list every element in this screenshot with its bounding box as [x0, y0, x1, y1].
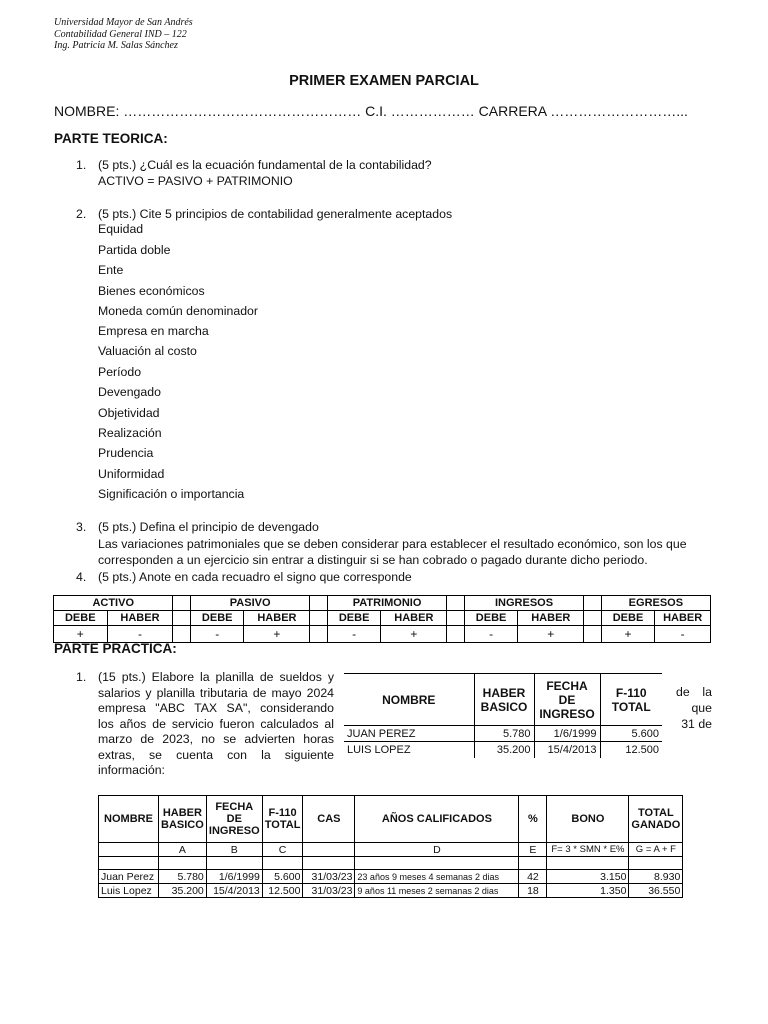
theory-heading: PARTE TEORICA:: [54, 131, 168, 146]
cell: 31/03/23: [303, 884, 355, 898]
principle-item: Partida doble: [98, 243, 171, 257]
table-row: [99, 870, 683, 884]
debe-header: DEBE: [464, 611, 518, 626]
sign-cell: +: [54, 626, 108, 643]
cell: [99, 843, 159, 857]
cell: [303, 843, 355, 857]
col-fecha-ingreso: FECHA DE INGRESO: [534, 674, 600, 726]
cell: Luis Lopez: [99, 884, 159, 898]
cell: 18: [519, 884, 547, 898]
practice-text-right-1: de la: [676, 685, 712, 699]
answer-line-2: corresponden a un ejercicio sin entrar a distinguir si se han cobrado o pagado durante dicho periodo.: [98, 553, 648, 567]
group-egresos: EGRESOS: [601, 596, 710, 611]
cell: 8.930: [629, 870, 683, 884]
haber-header: HABER: [244, 611, 310, 626]
table-header-row: [99, 796, 683, 843]
col-fecha-ingreso: FECHA DE INGRESO: [206, 796, 262, 843]
cell: Juan Perez: [99, 870, 159, 884]
col-percent: %: [519, 796, 547, 843]
cell: 5.780: [474, 726, 534, 742]
col-total-ganado: TOTAL GANADO: [629, 796, 683, 843]
question-number: 2.: [76, 207, 87, 221]
question-text: (5 pts.) Defina el principio de devengado: [98, 520, 319, 534]
cell: 5.780: [159, 870, 207, 884]
group-activo: ACTIVO: [54, 596, 173, 611]
sign-cell: -: [464, 626, 518, 643]
cell: 31/03/23: [303, 870, 355, 884]
question-number: 4.: [76, 570, 87, 584]
cell: D: [355, 843, 519, 857]
principle-item: Ente: [98, 263, 124, 277]
course-header: [54, 17, 193, 52]
cell: 12.500: [625, 743, 659, 756]
cell: 1.350: [547, 884, 629, 898]
cell: F= 3 * SMN * E%: [547, 843, 629, 857]
cell: 1/6/1999: [534, 726, 600, 742]
sign-cell: +: [601, 626, 655, 643]
sign-cell: -: [190, 626, 244, 643]
cell: G = A + F: [629, 843, 683, 857]
sign-cell: +: [381, 626, 447, 643]
col-cas: CAS: [303, 796, 355, 843]
exam-title: PRIMER EXAMEN PARCIAL: [289, 73, 479, 89]
cell: 5.600: [631, 727, 659, 740]
principle-item: Prudencia: [98, 446, 154, 460]
cell: 36.550: [629, 884, 683, 898]
cell: LUIS LOPEZ: [347, 743, 411, 756]
cell: 12.500: [262, 884, 303, 898]
debe-header: DEBE: [190, 611, 244, 626]
table-row: [99, 884, 683, 898]
cell: 9 años 11 meses 2 semanas 2 dias: [355, 884, 519, 898]
group-ingresos: INGRESOS: [464, 596, 583, 611]
col-f110-total: F-110 TOTAL: [262, 796, 303, 843]
question-text: (5 pts.) ¿Cuál es la ecuación fundamental de la contabilidad?: [98, 158, 432, 172]
col-nombre: NOMBRE: [99, 796, 159, 843]
signs-value-row: [54, 626, 711, 643]
principle-item: Devengado: [98, 385, 161, 399]
haber-header: HABER: [107, 611, 173, 626]
principle-item: Objetividad: [98, 406, 160, 420]
principle-item: Período: [98, 365, 142, 379]
sign-cell: -: [107, 626, 173, 643]
haber-header: HABER: [381, 611, 447, 626]
cell: C: [262, 843, 303, 857]
cell: JUAN PEREZ: [347, 727, 416, 740]
cell: 35.200: [159, 884, 207, 898]
haber-header: HABER: [518, 611, 584, 626]
question-text: (5 pts.) Cite 5 principios de contabilidad generalmente aceptados: [98, 207, 453, 221]
question-text: (5 pts.) Anote en cada recuadro el signo que corresponde: [98, 570, 412, 584]
practice-text-right-3: 31 de: [681, 717, 712, 731]
table-header-row: [344, 674, 662, 726]
col-bono: BONO: [547, 796, 629, 843]
cell: 5.600: [262, 870, 303, 884]
principle-item: Equidad: [98, 222, 144, 236]
course-name: Contabilidad General IND – 122: [54, 28, 187, 40]
cell: 15/4/2013: [206, 884, 262, 898]
table-row: [344, 726, 662, 742]
question-4: [76, 569, 716, 585]
cell: B: [206, 843, 262, 857]
col-nombre: NOMBRE: [344, 674, 474, 726]
group-pasivo: PASIVO: [190, 596, 309, 611]
professor-name: Ing. Patricia M. Salas Sánchez: [54, 40, 178, 51]
question-2: [76, 206, 716, 222]
cell: A: [159, 843, 207, 857]
principle-item: Bienes económicos: [98, 284, 205, 298]
practice-question-1: [76, 669, 336, 784]
payroll-table: [98, 795, 683, 898]
cell: E: [519, 843, 547, 857]
sign-cell: +: [244, 626, 310, 643]
principle-item: Significación o importancia: [98, 487, 245, 501]
spacer-row: [99, 857, 683, 870]
question-answer: ACTIVO = PASIVO + PATRIMONIO: [98, 174, 293, 188]
cell: 3.150: [547, 870, 629, 884]
debe-header: DEBE: [327, 611, 381, 626]
principle-item: Uniformidad: [98, 467, 165, 481]
practice-text-line: (15 pts.) Elabore la planilla de sueldos y: [98, 670, 334, 684]
question-number: 3.: [76, 520, 87, 534]
cell: 35.200: [474, 742, 534, 758]
principle-item: Moneda común denominador: [98, 304, 258, 318]
cell: 1/6/1999: [206, 870, 262, 884]
practice-text-line: información:: [98, 763, 165, 777]
sign-cell: -: [327, 626, 381, 643]
group-patrimonio: PATRIMONIO: [327, 596, 446, 611]
question-number: 1.: [76, 670, 87, 684]
col-anos-calificados: AÑOS CALIFICADOS: [355, 796, 519, 843]
practice-text-line: extras, se cuenta con la siguiente: [98, 747, 334, 762]
debe-header: DEBE: [601, 611, 655, 626]
cell: 23 años 9 meses 4 semanas 2 dias: [355, 870, 519, 884]
signs-table: [53, 595, 711, 643]
practice-text-line: salarios y planilla tributaria de mayo 2024: [98, 685, 334, 700]
haber-header: HABER: [655, 611, 711, 626]
principle-item: Realización: [98, 426, 162, 440]
col-haber-basico: HABER BASICO: [474, 674, 534, 726]
question-number: 1.: [76, 158, 87, 172]
signs-header-row: [54, 611, 711, 626]
answer-line-1: Las variaciones patrimoniales que se deben considerar para establecer el resultado económico, son los que: [98, 537, 687, 551]
employee-data-table: [344, 673, 662, 758]
principle-item: Valuación al costo: [98, 344, 197, 358]
university-name: Universidad Mayor de San Andrés: [54, 17, 193, 28]
cell: 42: [519, 870, 547, 884]
cell: 15/4/2013: [534, 742, 600, 758]
principle-item: Empresa en marcha: [98, 324, 209, 338]
student-info-line: NOMBRE: …………………………………………… C.I. ……………… CARRERA ………………………...: [54, 103, 688, 119]
sign-cell: +: [518, 626, 584, 643]
question-3: [76, 519, 726, 569]
col-haber-basico: HABER BASICO: [159, 796, 207, 843]
practice-text-line: empresa "ABC TAX SA", considerando: [98, 701, 334, 715]
practice-text-right-2: que: [691, 701, 712, 715]
sign-cell: -: [655, 626, 711, 643]
practice-text-line: marzo de 2023, no se advierten horas: [98, 732, 334, 746]
formula-row: [99, 843, 683, 857]
practice-heading: PARTE PRACTICA:: [54, 641, 177, 656]
signs-group-row: [54, 596, 711, 611]
col-f110-total: F-110 TOTAL: [600, 674, 662, 726]
practice-text-line: los años de servicio fueron calculados al: [98, 716, 334, 731]
debe-header: DEBE: [54, 611, 108, 626]
question-1: [76, 157, 716, 191]
table-row: [344, 742, 662, 758]
